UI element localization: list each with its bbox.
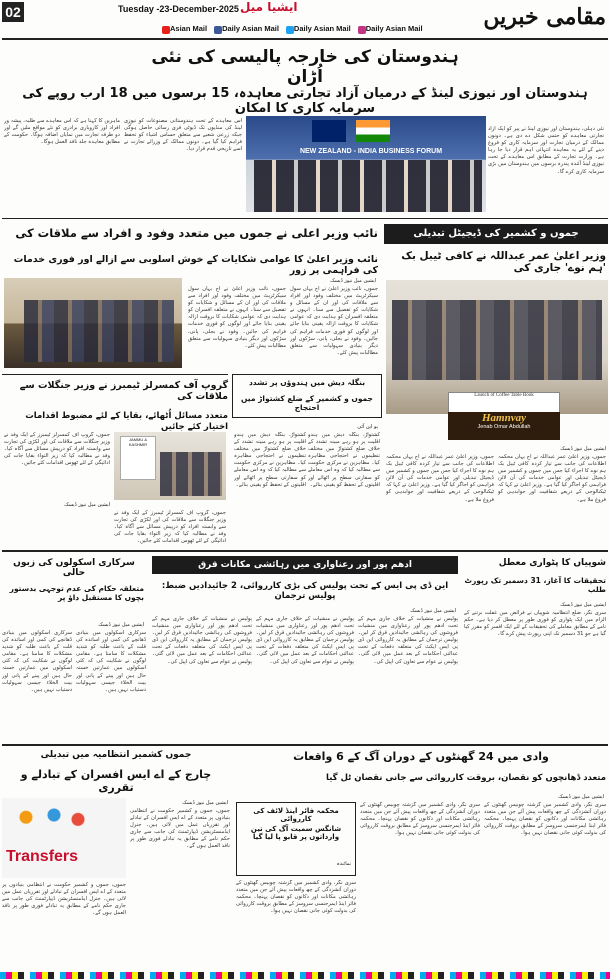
forum-banner-text: NEW ZEALAND - INDIA BUSINESS FORUM [299,148,443,155]
schools-text-a: سرکاری اسکولوں میں بنیادی ڈھانچے کی کمی اور اساتذہ کی قلت کے باعث طلبہ کو شدید مشکلات کا سامنا ہے۔ مقامی لوگوں نے شکایت کی کہ کئی اسکولوں میں عمارتیں خستہ حال ہیں اور پینے کے پانی اور بیت الخلاء جیسی سہولیات دستیاب نہیں ہیں۔ [76,630,146,693]
book-author: Jenab Omar Abdullah [477,424,531,430]
transfers-word: Transfers [6,848,79,865]
fire-sub-kicker: محکمہ فائر اینڈ لائف کی کارروائی [253,807,339,823]
footer-registration-strip [0,972,610,979]
adhampur-text-a: پولیس نے منشیات کے خلاف جاری مہم کے تحت ادھم پور اور رعناواری میں منشیات فروشوں کی رہائشی جائیدادیں قرق کر لیں۔ پولیس ترجمان کے مطابق یہ کارروائی این ڈی پی ایس ایکٹ کی متعلقہ دفعات کے تحت عدالتی احکامات کے بعد عمل میں لائی گئی۔ پولیس نے عوام سے تعاون کی اپیل کی۔ [358,616,458,665]
book-launch-title: Launch of Coffee Table Book [474,393,534,398]
dy-cm-kicker: نائب وزیر اعلی نے جموں میں متعدد وفود و افراد سے ملاقات کی [15,226,378,240]
timber-story [0,374,230,550]
adhampur-headline: این ڈی پی ایس کے تحت پولیس کی بڑی کارروائی، 2 جائیدادیں ضبط: پولیس ترجمان [161,581,449,601]
shopian-story [462,552,608,742]
transfers-text-a: جموں، جموں و کشمیر حکومت نے انتظامی بنیادوں پر متعدد کے اے ایس افسران کے تبادلے اور تقرریاں عمل میں لائی ہیں۔ جنرل ایڈمنسٹریشن ڈیپارٹمنٹ کی جانب سے جاری حکم نامے کے مطابق یہ تبادلے فوری طور پر نافذ العمل ہوں گے۔ [130,808,230,850]
adhampur-kicker: ادھم پور اور رعناواری میں رہائشی مکانات قرق [152,556,458,574]
timber-photo [114,432,226,500]
transfers-story [0,746,232,971]
digital-text-b: جموں، وزیر اعلیٰ عمر عبداللہ نے آج یہاں محکمہ اطلاعات کی جانب سے تیار کردہ کافی ٹیبل بک ہم نوے کا اجراء کیا جس میں جموں و کشمیر میں ڈیجیٹل تبدیلی اور عوامی خدمات کی آن لائن فراہمی کو اجاگر کیا گیا ہے۔ وزیر اعلیٰ نے کہا کہ ٹیکنالوجی کے ذریعے شفافیت اور جوابدہی کو فروغ ملا ہے۔ [386,454,494,503]
transfers-text-b: جموں، جموں و کشمیر حکومت نے انتظامی بنیادوں پر متعدد کے اے ایس افسران کے تبادلے اور تقرریاں عمل میں لائی ہیں۔ جنرل ایڈمنسٹریشن ڈیپارٹمنٹ کی جانب سے جاری حکم نامے کے مطابق یہ تبادلے فوری طور پر نافذ العمل ہوں گے۔ [2,882,126,917]
social-twitter[interactable]: Daily Asian Mail [284,24,351,33]
timber-text-a: جموں، گروپ آف کمسرلز ٹیمبرز کے ایک وفد نے وزیر جنگلات سے ملاقات کی اور لکڑی کی تجارت سے وابستہ افراد کو درپیش مسائل سے آگاہ کیا۔ وفد نے مطالبہ کیا کہ زیر التواء بقایا جات کی ادائیگی کے لئے ٹھوس اقدامات کئے جائیں۔ [4,432,110,467]
top-story-col3: ماہرین کا کہنا ہے کہ اس معاہدے سے طلبہ، پیشہ ور افراد اور کاروباری برادری کو نئے مواقع ملیں گے اور دو طرفہ تجارت میں نمایاں اضافہ ہوگا۔ حکومت کے مطابق معاہدہ جلد نافذ العمل ہوگا۔ [4,118,120,146]
fire-sub-dateline: نمائندہ [336,861,351,867]
digital-photo-people [392,300,602,380]
bangladesh-story [232,374,382,550]
schools-dateline: ایشین میل نیوز ڈیسک [98,622,144,628]
fire-text-b: سری نگر، وادی کشمیر میں گزشتہ چوبیس گھنٹوں کے دوران آتشزدگی کے چھ واقعات پیش آئے جن میں متعدد رہائشی مکانات اور دکانوں کو نقصان پہنچا۔ محکمہ فائر اینڈ ایمرجنسی سروسز کے مطابق بروقت کارروائی کی بدولت کوئی جانی نقصان نہیں ہوا۔ [360,802,480,837]
adhampur-text-c: پولیس نے منشیات کے خلاف جاری مہم کے تحت ادھم پور اور رعناواری میں منشیات فروشوں کی رہائشی جائیدادیں قرق کر لیں۔ پولیس ترجمان کے مطابق یہ کارروائی این ڈی پی ایس ایکٹ کی متعلقہ دفعات کے تحت عدالتی احکامات کے بعد عمل میں لائی گئی۔ پولیس نے عوام سے تعاون کی اپیل کی۔ [152,616,252,665]
top-story-photo [246,116,486,212]
timber-dateline: ایشین میل نیوز ڈیسک [64,502,110,508]
book-brand-panel [448,412,560,440]
digital-headline: وزیر اعلیٰ عمر عبداللہ نے کافی ٹیبل بک 'ہم نوے' جاری کی [401,250,606,274]
page-number: 02 [2,2,24,22]
top-story-col1: نئی دہلی، ہندوستان اور نیوزی لینڈ نے پیر کو ایک آزاد تجارتی معاہدے کو حتمی شکل دے دی ہے۔ دونوں ممالک کے درمیان تجارت اور سرمایہ کاری کو فروغ دینے کے لئے یہ معاہدہ انتہائی اہم قرار دیا جا رہا ہے۔ وزارت تجارت کے مطابق اس معاہدے کے تحت نیوزی لینڈ آئندہ پندرہ برسوں میں ہندوستان میں بڑی سرمایہ کاری کرے گا۔ [488,126,604,175]
dy-cm-photo [4,278,182,368]
bangladesh-text-b: کشتواڑ، بنگلہ دیش میں ہندو اقلیت پر ہو رہے مبینہ تشدد کے خلاف ضلع کشتواڑ میں مختلف تنظیموں نے احتجاجی مظاہرہ کیا۔ مظاہرین نے مرکزی حکومت سے مطالبہ کیا کہ وہ اس معاملے کو سفارتی سطح پر اٹھائے اور اقلیتوں کے تحفظ کو یقینی بنائے۔ [234,432,306,488]
india-flag [356,120,390,142]
fire-kicker: وادی میں 24 گھنٹوں کے دوران آگ کے 6 واقعات [293,750,549,763]
transfers-headline: چارج کے اے ایس افسران کے تبادلے و تقرری [20,768,212,794]
top-story [0,40,610,220]
fire-text-a: سری نگر، وادی کشمیر میں گزشتہ چوبیس گھنٹوں کے دوران آتشزدگی کے چھ واقعات پیش آئے جن میں متعدد رہائشی مکانات اور دکانوں کو نقصان پہنچا۔ محکمہ فائر اینڈ ایمرجنسی سروسز کے مطابق بروقت کارروائی کی بدولت کوئی جانی نقصان نہیں ہوا۔ [484,802,606,837]
timber-kicker: گروپ آف کمسرلز ٹیمبرز نے وزیر جنگلات سے ملاقات کی [19,380,228,402]
bangladesh-text-a: کشتواڑ، بنگلہ دیش میں ہندو اقلیت پر ہو رہے مبینہ تشدد کے خلاف ضلع کشتواڑ میں مختلف تنظیموں نے احتجاجی مظاہرہ کیا۔ مظاہرین نے مرکزی حکومت سے مطالبہ کیا کہ وہ اس معاملے کو سفارتی سطح پر اٹھائے اور اقلیتوں کے تحفظ کو یقینی بنائے۔ [308,432,380,488]
fire-text-c: سری نگر، وادی کشمیر میں گزشتہ چوبیس گھنٹوں کے دوران آتشزدگی کے چھ واقعات پیش آئے جن میں متعدد رہائشی مکانات اور دکانوں کو نقصان پہنچا۔ محکمہ فائر اینڈ ایمرجنسی سروسز کے مطابق بروقت کارروائی کی بدولت کوئی جانی نقصان نہیں ہوا۔ [236,880,356,915]
dy-cm-headline: نائب وزیر اعلیٰ کا عوامی شکایات کے خوش اسلوبی سے ازالے اور فوری خدمات کی فراہمی پر زور [13,254,378,276]
dy-cm-text-a: جموں، نائب وزیر اعلیٰ نے آج یہاں سول سیکرٹریٹ میں مختلف وفود اور افراد سے ملاقات کی اور ان کے مسائل و شکایات کو تفصیل سے سنا۔ انہوں نے متعلقہ افسران کو ہدایت دی کہ عوامی شکایات کا بروقت ازالہ یقینی بنایا جائے اور لوگوں کو فوری خدمات فراہم کی جائیں۔ وفود نے بجلی، پانی، سڑکوں اور دیگر بنیادی سہولیات سے متعلق مطالبات پیش کئے۔ [290,286,378,356]
social-instagram[interactable]: Daily Asian Mail [356,24,423,33]
youtube-icon [162,26,170,34]
schools-text-b: سرکاری اسکولوں میں بنیادی ڈھانچے کی کمی اور اساتذہ کی قلت کے باعث طلبہ کو شدید مشکلات کا سامنا ہے۔ مقامی لوگوں نے شکایت کی کہ کئی اسکولوں میں عمارتیں خستہ حال ہیں اور پینے کے پانی اور بیت الخلاء جیسی سہولیات دستیاب نہیں ہیں۔ [2,630,72,693]
dy-cm-story [0,222,380,372]
top-story-kicker: ہندوستان کی خارجہ پالیسی کی نئی اُڑان [151,47,459,87]
dy-cm-text-b: جموں، نائب وزیر اعلیٰ نے آج یہاں سول سیکرٹریٹ میں مختلف وفود اور افراد سے ملاقات کی اور ان کے مسائل و شکایات کو تفصیل سے سنا۔ انہوں نے متعلقہ افسران کو ہدایت دی کہ عوامی شکایات کا بروقت ازالہ یقینی بنایا جائے اور لوگوں کو فوری خدمات فراہم کی جائیں۔ وفود نے بجلی، پانی، سڑکوں اور دیگر بنیادی سہولیات سے متعلق مطالبات پیش کئے۔ [188,286,286,349]
bangladesh-kicker: بنگلہ دیش میں ہندوؤں پر تشدد [248,378,366,387]
timber-text-b: جموں، گروپ آف کمسرلز ٹیمبرز کے ایک وفد نے وزیر جنگلات سے ملاقات کی اور لکڑی کی تجارت سے وابستہ افراد کو درپیش مسائل سے آگاہ کیا۔ وفد نے مطالبہ کیا کہ زیر التواء بقایا جات کی ادائیگی کے لئے ٹھوس اقدامات کئے جائیں۔ [114,510,226,545]
transfers-graphic [2,798,126,878]
timber-photo-label: JAMMU & KASHMIR [128,437,148,447]
fire-sub-headline: شانگس سمیت آگ کی تین وارداتوں پر قابو پا لیا گیا [250,825,342,841]
shopian-kicker: شوپیاں کا پٹواری معطل [498,558,606,568]
fire-sub-box [236,802,356,876]
schools-kicker: سرکاری اسکولوں کی زبوں حالی [13,558,135,578]
adhampur-story [150,552,460,742]
bangladesh-dateline: یو این آئی [357,424,378,430]
social-youtube[interactable]: Asian Mail [160,24,207,33]
top-story-col2: اس معاہدے کے تحت ہندوستانی مصنوعات کو نیوزی لینڈ کی منڈیوں تک ڈیوٹی فری رسائی حاصل ہوگی جبکہ زرعی شعبے سے متعلق حساس اشیاء کو تحفظ فراہم کیا گیا ہے۔ دونوں ممالک کے وزرائے تجارت نے اسے تاریخی قدم قرار دیا۔ [124,118,242,153]
fire-story [234,746,608,971]
section-title: مقامی خبریں [483,4,606,30]
nz-flag [312,120,346,142]
masthead-logo: ایشیا میل [240,0,298,14]
facebook-icon [214,26,222,34]
timber-headline: متعدد مسائل اُٹھائے، بقایا کے لئے مضبوط اقدامات اختیار کئے جائیں [25,411,228,432]
timber-photo-people [160,452,222,496]
page-header [0,0,610,40]
fire-dateline: ایشین میل نیوز ڈیسک [558,794,604,800]
digital-photo [386,280,608,414]
schools-headline: متعلقہ حکام کی عدم توجہی بدستور بچوں کا مستقبل داؤ پر [9,584,144,602]
twitter-icon [286,26,294,34]
shopian-dateline: ایشین میل نیوز ڈیسک [560,602,606,608]
book-launch-board [448,392,560,414]
digital-story [384,222,608,548]
social-bar [160,22,423,36]
shopian-headline: تحقیقات کا آغاز، 31 دسمبر تک رپورٹ طلب [464,576,606,594]
adhampur-text-b: پولیس نے منشیات کے خلاف جاری مہم کے تحت ادھم پور اور رعناواری میں منشیات فروشوں کی رہائشی جائیدادیں قرق کر لیں۔ پولیس ترجمان کے مطابق یہ کارروائی این ڈی پی ایس ایکٹ کی متعلقہ دفعات کے تحت عدالتی احکامات کے بعد عمل میں لائی گئی۔ پولیس نے عوام سے تعاون کی اپیل کی۔ [256,616,354,665]
schools-story [0,552,148,742]
book-brand: Hamnvay [482,412,526,424]
transfers-kicker: جموں کشمیر انتظامیہ میں تبدیلی [40,750,192,760]
timber-photo-banner [120,436,156,480]
bangladesh-headline: جموں و کشمیر کے ضلع کشتواڑ میں احتجاج [241,394,373,412]
transfers-dateline: ایشین میل نیوز ڈیسک [182,800,228,806]
dy-cm-photo-people [24,300,174,362]
delegates [254,160,482,212]
instagram-icon [358,26,366,34]
shopian-text: سری نگر، ضلع انتظامیہ شوپیاں نے فرائض میں غفلت برتنے کے الزام میں ایک پٹواری کو فوری طور پر معطل کر دیا ہے۔ حکم نامے کے مطابق معاملے کی تحقیقات کے لئے ایک افسر کو مقرر کیا گیا ہے جو 31 دسمبر تک اپنی رپورٹ پیش کرے گا۔ [464,610,606,638]
top-story-headline: ہندوستان اور نیوزی لینڈ کے درمیان آزاد تجارتی معاہدہ، 15 برسوں میں 18 ارب روپے کی سرمایہ کاری کا امکان [22,86,588,116]
social-facebook[interactable]: Daily Asian Mail [212,24,279,33]
digital-tag: جموں و کشمیر کی ڈیجیٹل تبدیلی [384,224,608,244]
transfers-figures [10,804,90,848]
digital-text-a: جموں، وزیر اعلیٰ عمر عبداللہ نے آج یہاں محکمہ اطلاعات کی جانب سے تیار کردہ کافی ٹیبل بک ہم نوے کا اجراء کیا جس میں جموں و کشمیر میں ڈیجیٹل تبدیلی اور عوامی خدمات کی آن لائن فراہمی کو اجاگر کیا گیا ہے۔ وزیر اعلیٰ نے کہا کہ ٹیکنالوجی کے ذریعے شفافیت اور جوابدہی کو فروغ ملا ہے۔ [498,454,606,503]
dy-cm-dateline: ایشین میل نیوز ڈیسک [330,278,376,284]
adhampur-dateline: ایشین میل نیوز ڈیسک [410,608,456,614]
fire-headline: متعدد ڈھانچوں کو نقصان، بروقت کارروائی سے جانی نقصان ٹل گیا [326,773,606,783]
digital-dateline: ایشین میل نیوز ڈیسک [560,446,606,452]
issue-date: Tuesday -23-December-2025 [118,4,239,14]
